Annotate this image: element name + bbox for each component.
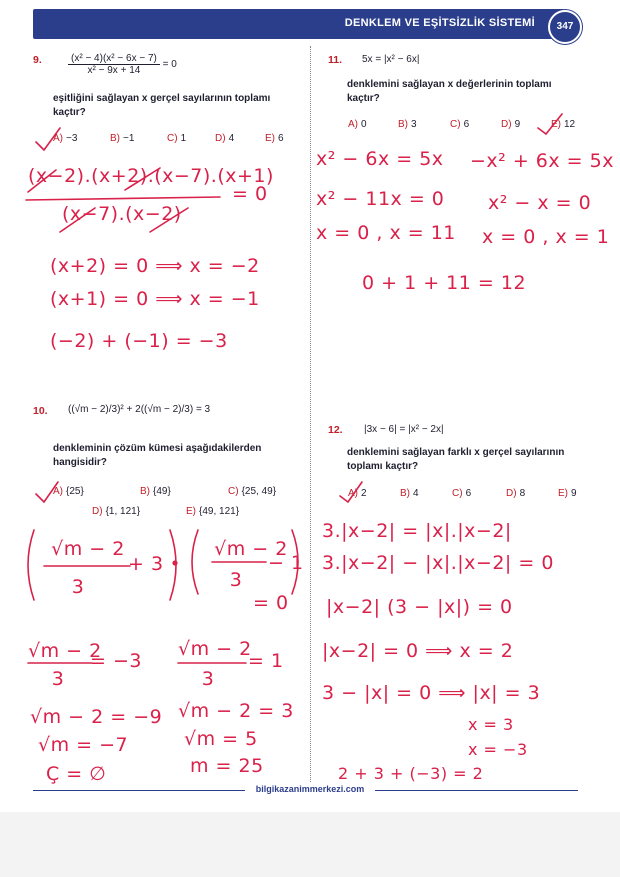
hw-q10-paren-left-1: [28, 530, 34, 600]
q9-option-e[interactable]: E) 6: [265, 133, 284, 144]
q11-option-c[interactable]: C) 6: [450, 119, 470, 130]
q10-option-a[interactable]: A) {25}: [53, 486, 84, 497]
hw-q11-l2: x² − 11x = 0: [316, 188, 445, 210]
q11-option-e[interactable]: E) 12: [551, 119, 576, 130]
hw-q10-eq0: = 0: [253, 592, 289, 614]
q10-option-b[interactable]: B) {49}: [140, 486, 171, 497]
hw-q10-plus3: + 3: [128, 553, 164, 575]
hw-q12-l7: x = −3: [468, 740, 528, 759]
hw-q11-answer-tick: [538, 114, 562, 134]
hw-q12-sum: 2 + 3 + (−3) = 2: [338, 764, 484, 783]
hw-q11-l3: x = 0 , x = 11: [316, 222, 456, 244]
q12-option-e[interactable]: E) 9: [558, 488, 577, 499]
q10-option-e[interactable]: E) {49, 121}: [186, 506, 240, 517]
question-12-equation: |3x − 6| = |x² − 2x|: [364, 424, 444, 435]
hw-q10-l3: Ç = ∅: [46, 763, 107, 785]
hw-q9-fraction-bar: [26, 197, 220, 200]
page-number: 347: [548, 10, 582, 44]
hw-q10-b-num: √m − 2: [214, 538, 288, 560]
page-bottom-margin: [0, 812, 620, 877]
question-10-number: 10.: [33, 405, 48, 417]
hw-q12-l1: 3.|x−2| = |x|.|x−2|: [322, 520, 512, 542]
hw-q10-d-den: 3: [201, 668, 215, 690]
q9-option-c[interactable]: C) 1: [167, 133, 187, 144]
question-10-equation: ((√m − 2)/3)² + 2((√m − 2)/3) = 3: [68, 404, 211, 415]
hw-q12-l6: x = 3: [468, 715, 514, 734]
hw-q10-a-num: √m − 2: [51, 538, 125, 560]
hw-q9-cancel-4: [150, 208, 188, 232]
footer-website: bilgikazanimmerkezi.com: [255, 784, 365, 794]
hw-q9-numerator: (x−2).(x+2).(x−7).(x+1): [28, 165, 274, 187]
hw-q9-answer-tick: [36, 128, 60, 150]
hw-q10-r1: √m − 2 = 3: [178, 700, 294, 722]
q10-option-c[interactable]: C) {25, 49}: [228, 486, 277, 497]
q11-option-b[interactable]: B) 3: [398, 119, 417, 130]
hw-q11-r1: −x² + 6x = 5x: [470, 150, 614, 172]
hw-q10-answer-tick: [36, 482, 58, 502]
q9-numerator: (x² − 4)(x² − 6x − 7): [68, 53, 160, 65]
hw-q10-minus1: − 1: [268, 552, 304, 574]
question-11-text: denklemini sağlayan x değerlerinin toplamı kaçtır?: [347, 79, 552, 104]
question-9-number: 9.: [33, 54, 42, 66]
hw-q12-l4: |x−2| = 0 ⟹ x = 2: [322, 640, 514, 662]
hw-q12-l5: 3 − |x| = 0 ⟹ |x| = 3: [322, 682, 541, 704]
hw-q9-line3: (x+2) = 0 ⟹ x = −2: [50, 255, 260, 277]
hw-q11-r3: x = 0 , x = 1: [482, 226, 610, 248]
hw-q10-l2: √m = −7: [38, 734, 129, 756]
hw-q9-denominator: (x−7).(x−2): [62, 203, 182, 225]
hw-q10-a-den: 3: [71, 576, 85, 598]
hw-q10-c-rhs: = −3: [90, 650, 142, 672]
hw-q10-paren-right-2: [292, 530, 298, 594]
q10-option-d[interactable]: D) {1, 121}: [92, 506, 141, 517]
q9-option-d[interactable]: D) 4: [215, 133, 235, 144]
hw-q11-sum: 0 + 1 + 11 = 12: [362, 272, 527, 294]
hw-q9-line5: (−2) + (−1) = −3: [50, 330, 228, 352]
hw-q10-b-den: 3: [229, 569, 243, 591]
hw-q10-r3: m = 25: [190, 755, 264, 777]
hw-q11-r2: x² − x = 0: [488, 192, 592, 214]
hw-q10-l1: √m − 2 = −9: [30, 706, 163, 728]
q12-option-c[interactable]: C) 6: [452, 488, 472, 499]
hw-q9-line4: (x+1) = 0 ⟹ x = −1: [50, 288, 260, 310]
q12-option-d[interactable]: D) 8: [506, 488, 526, 499]
q9-equals: = 0: [162, 59, 177, 71]
hw-q9-eq0: = 0: [232, 183, 268, 205]
hw-q9-cancel-3: [60, 208, 95, 232]
question-11-number: 11.: [328, 54, 343, 66]
question-10-text: denkleminin çözüm kümesi aşağıdakilerden hangisidir?: [53, 443, 262, 468]
hw-q10-dot: [173, 561, 177, 565]
question-12-number: 12.: [328, 424, 343, 436]
hw-q10-d-rhs: = 1: [248, 650, 284, 672]
hw-q10-d-num: √m − 2: [178, 638, 252, 660]
hw-q10-c-num: √m − 2: [28, 640, 102, 662]
hw-q11-l1: x² − 6x = 5x: [316, 148, 444, 170]
hw-q10-c-den: 3: [51, 668, 65, 690]
q12-option-a[interactable]: A) 2: [348, 488, 367, 499]
hw-q10-paren-left-2: [192, 530, 198, 594]
question-11-equation: 5x = |x² − 6x|: [362, 54, 420, 65]
hw-q9-cancel-2: [125, 168, 160, 190]
hw-q10-r2: √m = 5: [184, 728, 258, 750]
hw-q9-cancel-1: [28, 170, 56, 192]
hw-q12-l3: |x−2| (3 − |x|) = 0: [326, 596, 513, 618]
question-9-text: eşitliğini sağlayan x gerçel sayılarının toplamı kaçtır?: [53, 93, 271, 118]
q9-option-a[interactable]: A) −3: [53, 133, 78, 144]
chapter-title: DENKLEM VE EŞİTSİZLİK SİSTEMİ: [344, 17, 535, 29]
question-12-text: denklemini sağlayan farklı x gerçel sayılarının toplamı kaçtır?: [347, 447, 565, 472]
hw-q12-answer-tick: [340, 482, 362, 502]
q9-denominator: x² − 9x + 14: [87, 65, 141, 76]
q11-option-a[interactable]: A) 0: [348, 119, 367, 130]
hw-q12-l2: 3.|x−2| − |x|.|x−2| = 0: [322, 552, 554, 574]
q9-option-b[interactable]: B) −1: [110, 133, 135, 144]
q12-option-b[interactable]: B) 4: [400, 488, 419, 499]
q11-option-d[interactable]: D) 9: [501, 119, 521, 130]
